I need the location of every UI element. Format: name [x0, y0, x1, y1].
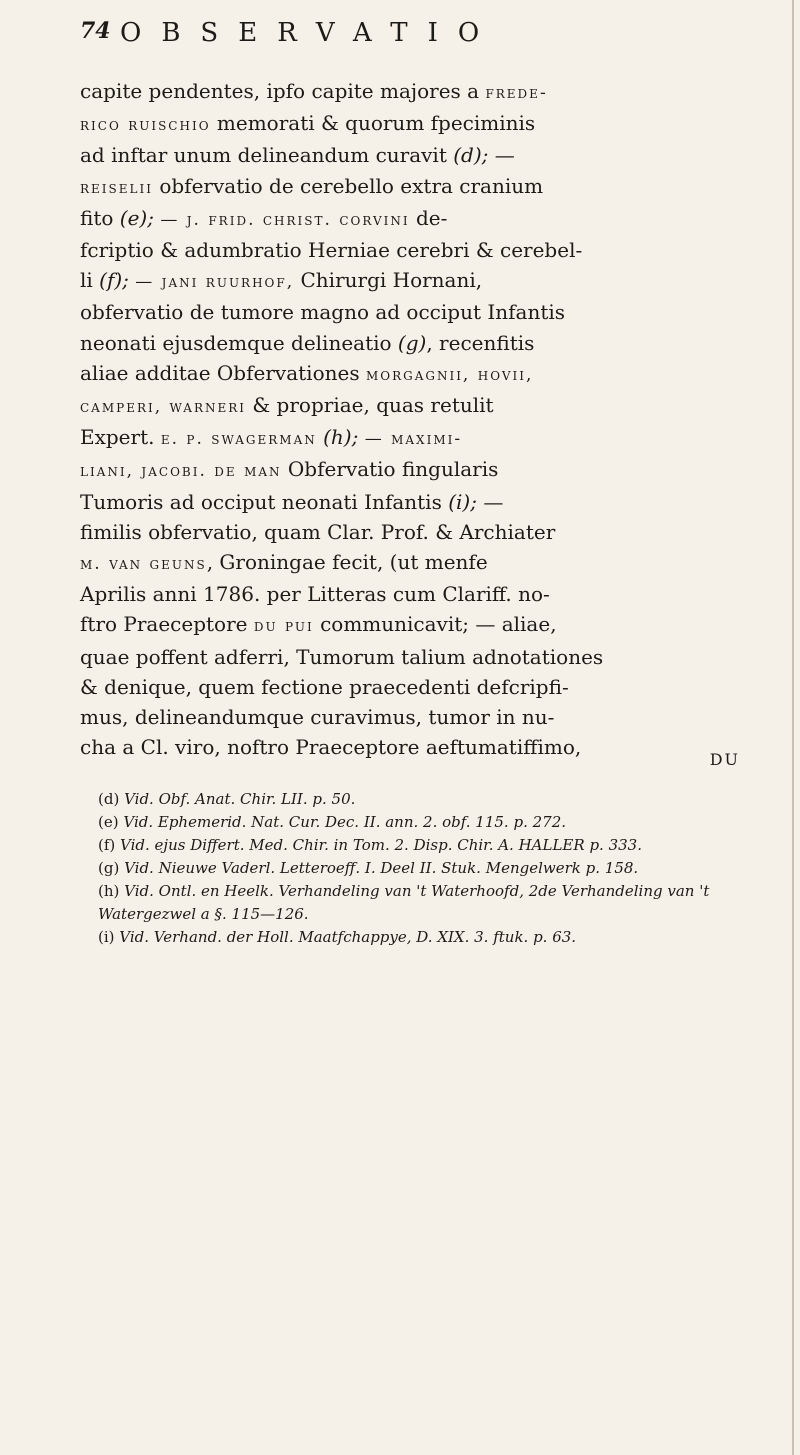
text-line: camperi, warneri & propriae, quas retulit — [80, 393, 494, 418]
footnote: (h) Vid. Ontl. en Heelk. Verhandeling van 't Waterhoofd, 2de Verhandeling van 't Watergezwel a §. 115—126. — [98, 882, 710, 923]
text-line: ftro Praeceptore du pui communicavit; — aliae, — [80, 612, 557, 637]
main-text — [80, 76, 744, 762]
text-line: & denique, quem fectione praecedenti defcripfi- — [80, 674, 569, 699]
text-line: fcriptio & adumbratio Herniae cerebri & cerebel- — [80, 238, 583, 263]
text-line: cha a Cl. viro, noftro Praeceptore aeftumatiffimo, — [80, 735, 582, 760]
text-line: obfervatio de tumore magno ad occiput Infantis — [80, 300, 566, 325]
text-line: capite pendentes, ipfo capite majores a frede- — [80, 79, 548, 103]
text-line: reiselii obfervatio de cerebello extra cranium — [80, 173, 544, 198]
text-line: mus, delineandumque curavimus, tumor in nu- — [80, 705, 555, 730]
text-line: neonati ejusdemque delineatio (g), recenfitis — [80, 330, 535, 355]
footnote: (e) Vid. Ephemerid. Nat. Cur. Dec. II. ann. 2. obf. 115. p. 272. — [98, 813, 566, 831]
text-line: ad inftar unum delineandum curavit (d); — — [80, 143, 515, 168]
text-line: li (f); — jani ruurhof, Chirurgi Hornani, — [80, 268, 483, 293]
text-line: fimilis obfervatio, quam Clar. Prof. & Archiater — [80, 519, 556, 544]
footnote: (f) Vid. ejus Differt. Med. Chir. in Tom. 2. Disp. Chir. A. HALLER p. 333. — [98, 836, 642, 854]
page-number: 74 — [80, 18, 111, 44]
running-head: OBSERVATIO — [120, 18, 500, 48]
text-line: rico ruischio memorati & quorum fpeciminis — [80, 111, 536, 136]
text-line: liani, jacobi. de man Obfervatio fingularis — [80, 457, 499, 482]
footnote: (d) Vid. Obf. Anat. Chir. LII. p. 50. — [98, 790, 356, 808]
text-line: m. van geuns, Groningae fecit, (ut menfe — [80, 550, 488, 575]
text-line: fito (e); — j. frid. christ. corvini de- — [80, 205, 448, 230]
text-line: Expert. e. p. swagerman (h); — maximi- — [80, 425, 463, 450]
footnote: (i) Vid. Verhand. der Holl. Maatfchappye, D. XIX. 3. ftuk. p. 63. — [98, 928, 577, 946]
catchword: DU — [709, 750, 740, 769]
text-line: aliae additae Obfervationes morgagnii, hovii, — [80, 360, 534, 385]
footnote: (g) Vid. Nieuwe Vaderl. Letteroeff. I. Deel II. Stuk. Mengelwerk p. 158. — [98, 859, 639, 877]
text-line: quae poffent adferri, Tumorum talium adnotationes — [80, 644, 604, 669]
footnotes — [80, 788, 742, 949]
page-header — [80, 18, 740, 58]
page-edge — [792, 0, 794, 1455]
text-line: Tumoris ad occiput neonati Infantis (i); — — [80, 489, 504, 514]
text-line: Aprilis anni 1786. per Litteras cum Clariff. no- — [80, 582, 550, 607]
